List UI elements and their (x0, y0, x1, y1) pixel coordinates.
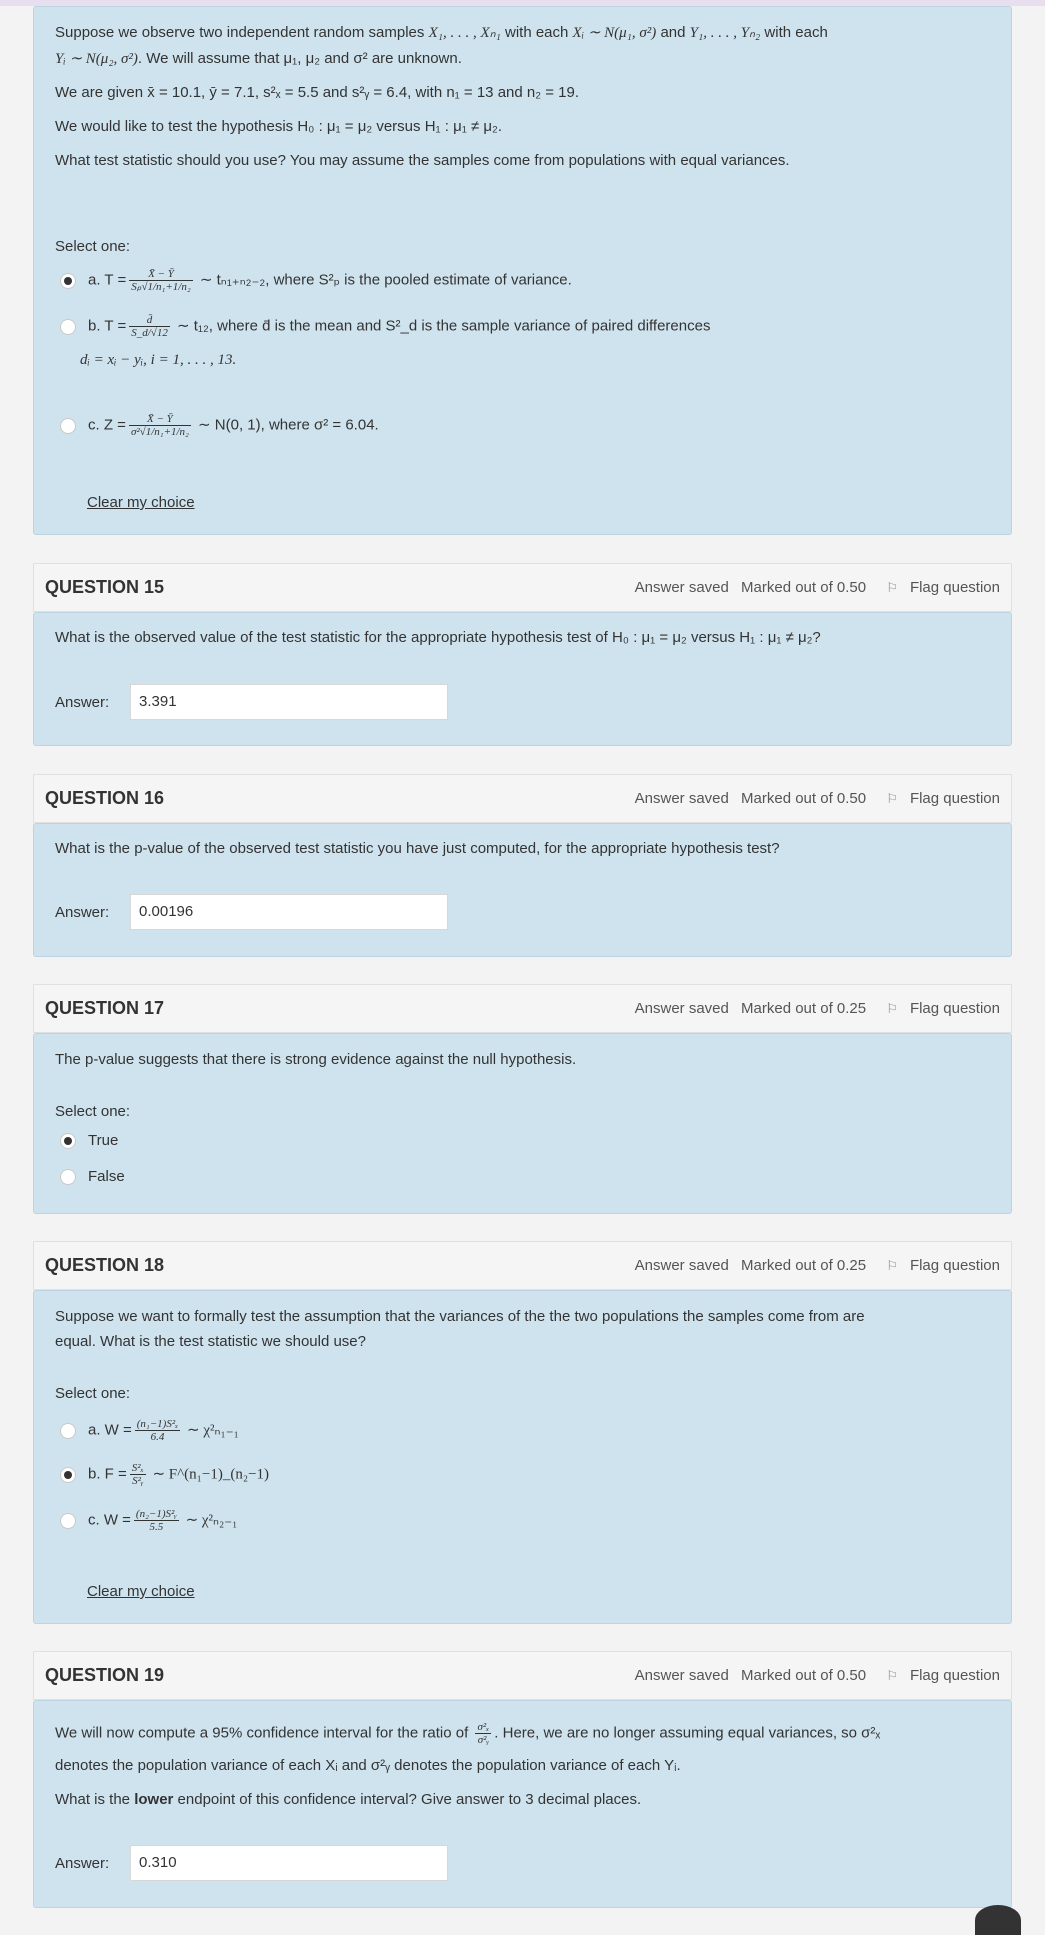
q19-text-line3: What is the lower endpoint of this confidence interval? Give answer to 3 decimal places. (55, 1791, 642, 1808)
q17-option-false[interactable]: False (60, 1168, 125, 1185)
q14-option-b-line2: dᵢ = xᵢ − yᵢ, i = 1, . . . , 13. (80, 352, 237, 368)
flag-icon: ⚐ (886, 1258, 898, 1273)
clear-choice-link[interactable]: Clear my choice (87, 494, 195, 511)
question-number: QUESTION 18 (45, 1255, 165, 1275)
answer-label: Answer: (55, 694, 110, 711)
question-meta (627, 1667, 1000, 1684)
radio-button[interactable] (60, 1169, 76, 1185)
flag-icon: ⚐ (886, 791, 898, 806)
q14-intro-line2: Yᵢ ∼ N(μ₂, σ²). We will assume that μ₁, μ₂ and σ² are unknown. (55, 50, 462, 67)
radio-button[interactable] (60, 319, 76, 335)
radio-button[interactable] (60, 1467, 76, 1483)
q18-option-c[interactable]: c. W = $\frac{\text{(n₂−1)S²ᵧ}}{5.5}$ ∼ χ²ₙ₂₋₁ (60, 1508, 237, 1533)
flag-icon: ⚐ (886, 1001, 898, 1016)
q19-header (33, 1651, 1012, 1700)
q14-option-c[interactable]: c. Z = $\frac{X̄ - Ȳ}{\text{σ²√1/n₁+1/n₂}}$ ∼ N(0, 1), where σ² = 6.04. (60, 413, 379, 438)
status-text: Answer saved (634, 790, 729, 807)
question-meta (627, 1257, 1000, 1274)
flag-icon: ⚐ (886, 580, 898, 595)
q14-hypothesis: We would like to test the hypothesis H₀ : μ₁ = μ₂ versus H₁ : μ₁ ≠ μ₂. (55, 118, 502, 135)
marks-text: Marked out of 0.25 (741, 1000, 867, 1017)
status-text: Answer saved (634, 579, 729, 596)
q15-text: What is the observed value of the test statistic for the appropriate hypothesis test of H₀ : μ₁ = μ₂ versus H₁ : μ₁ ≠ μ₂? (55, 629, 821, 646)
radio-button[interactable] (60, 1133, 76, 1149)
answer-input[interactable]: 3.391 (130, 684, 448, 720)
q18-select-one: Select one: (55, 1385, 131, 1402)
q18-header (33, 1241, 1012, 1290)
q18-option-b[interactable]: b. F = $\frac{\text{S²ₓ}}{\text{S²ᵧ}}$ ∼ F^(n₁−1)_(n₂−1) (60, 1462, 269, 1487)
radio-button[interactable] (60, 273, 76, 289)
q15-header (33, 563, 1012, 612)
question-number: QUESTION 19 (45, 1665, 165, 1685)
radio-button[interactable] (60, 418, 76, 434)
q16-text: What is the p-value of the observed test statistic you have just computed, for the appropriate hypothesis test? (55, 840, 780, 857)
radio-button[interactable] (60, 1423, 76, 1439)
answer-label: Answer: (55, 904, 110, 921)
status-text: Answer saved (634, 1257, 729, 1274)
flag-question-button[interactable]: ⚐ Flag question (886, 1257, 1000, 1274)
q18-text-line2: equal. What is the test statistic we should use? (55, 1333, 366, 1350)
marks-text: Marked out of 0.25 (741, 1257, 867, 1274)
q14-option-a[interactable]: a. T = $\frac{X̄ - Ȳ}{\text{Sₚ√1/n₁+1/n₂}}$ ∼ tₙ₁₊ₙ₂₋₂, where S²ₚ is the pooled estimate of variance. (60, 268, 572, 293)
answer-label: Answer: (55, 1855, 110, 1872)
q18-option-a[interactable]: a. W = $\frac{\text{(n₁−1)S²ₓ}}{6.4}$ ∼ χ²ₙ₁₋₁ (60, 1418, 239, 1443)
status-text: Answer saved (634, 1000, 729, 1017)
q17-text: The p-value suggests that there is strong evidence against the null hypothesis. (55, 1051, 577, 1068)
question-meta (627, 1000, 1000, 1017)
clear-choice-link[interactable]: Clear my choice (87, 1583, 195, 1600)
question-number: QUESTION 17 (45, 998, 165, 1018)
q14-given: We are given x̄ = 10.1, ȳ = 7.1, s²ₓ = 5.5 and s²ᵧ = 6.4, with n₁ = 13 and n₂ = 19. (55, 84, 579, 101)
q14-select-one: Select one: (55, 238, 131, 255)
scroll-to-top-button[interactable] (975, 1905, 1021, 1935)
flag-icon: ⚐ (886, 1668, 898, 1683)
q19-text-line2: denotes the population variance of each Xᵢ and σ²ᵧ denotes the population variance of each Yᵢ. (55, 1757, 681, 1774)
flag-question-button[interactable]: ⚐ Flag question (886, 790, 1000, 807)
q17-header (33, 984, 1012, 1033)
marks-text: Marked out of 0.50 (741, 790, 867, 807)
q16-header (33, 774, 1012, 823)
question-number: QUESTION 16 (45, 788, 165, 808)
flag-question-button[interactable]: ⚐ Flag question (886, 1000, 1000, 1017)
question-meta (627, 790, 1000, 807)
q17-select-one: Select one: (55, 1103, 131, 1120)
status-text: Answer saved (634, 1667, 729, 1684)
flag-question-button[interactable]: ⚐ Flag question (886, 1667, 1000, 1684)
answer-input[interactable]: 0.00196 (130, 894, 448, 930)
flag-question-button[interactable]: ⚐ Flag question (886, 579, 1000, 596)
marks-text: Marked out of 0.50 (741, 1667, 867, 1684)
marks-text: Marked out of 0.50 (741, 579, 867, 596)
q19-text-line1: We will now compute a 95% confidence interval for the ratio of $\frac{\text{σ²ₓ}}{\text{σ²ᵧ}}$ . Here, we are no longer assuming equal variances, so σ²ₓ (55, 1721, 881, 1746)
q14-question: What test statistic should you use? You may assume the samples come from populations with equal variances. (55, 152, 790, 169)
q18-text-line1: Suppose we want to formally test the assumption that the variances of the the two populations the samples come from are (55, 1308, 865, 1325)
answer-input[interactable]: 0.310 (130, 1845, 448, 1881)
question-meta (627, 579, 1000, 596)
q14-option-b[interactable]: b. T = $\frac{d̄}{S\_d/√12}$ ∼ t₁₂, where d̄ is the mean and S²_d is the sample variance of paired differences (60, 314, 710, 339)
q14-intro-line1: Suppose we observe two independent random samples X₁, . . . , Xₙ₁ with each Xᵢ ∼ N(μ₁, σ²) and Y₁, . . . , Yₙ₂ with each (55, 24, 828, 41)
radio-button[interactable] (60, 1513, 76, 1529)
q17-option-true[interactable]: True (60, 1132, 118, 1149)
question-number: QUESTION 15 (45, 577, 165, 597)
